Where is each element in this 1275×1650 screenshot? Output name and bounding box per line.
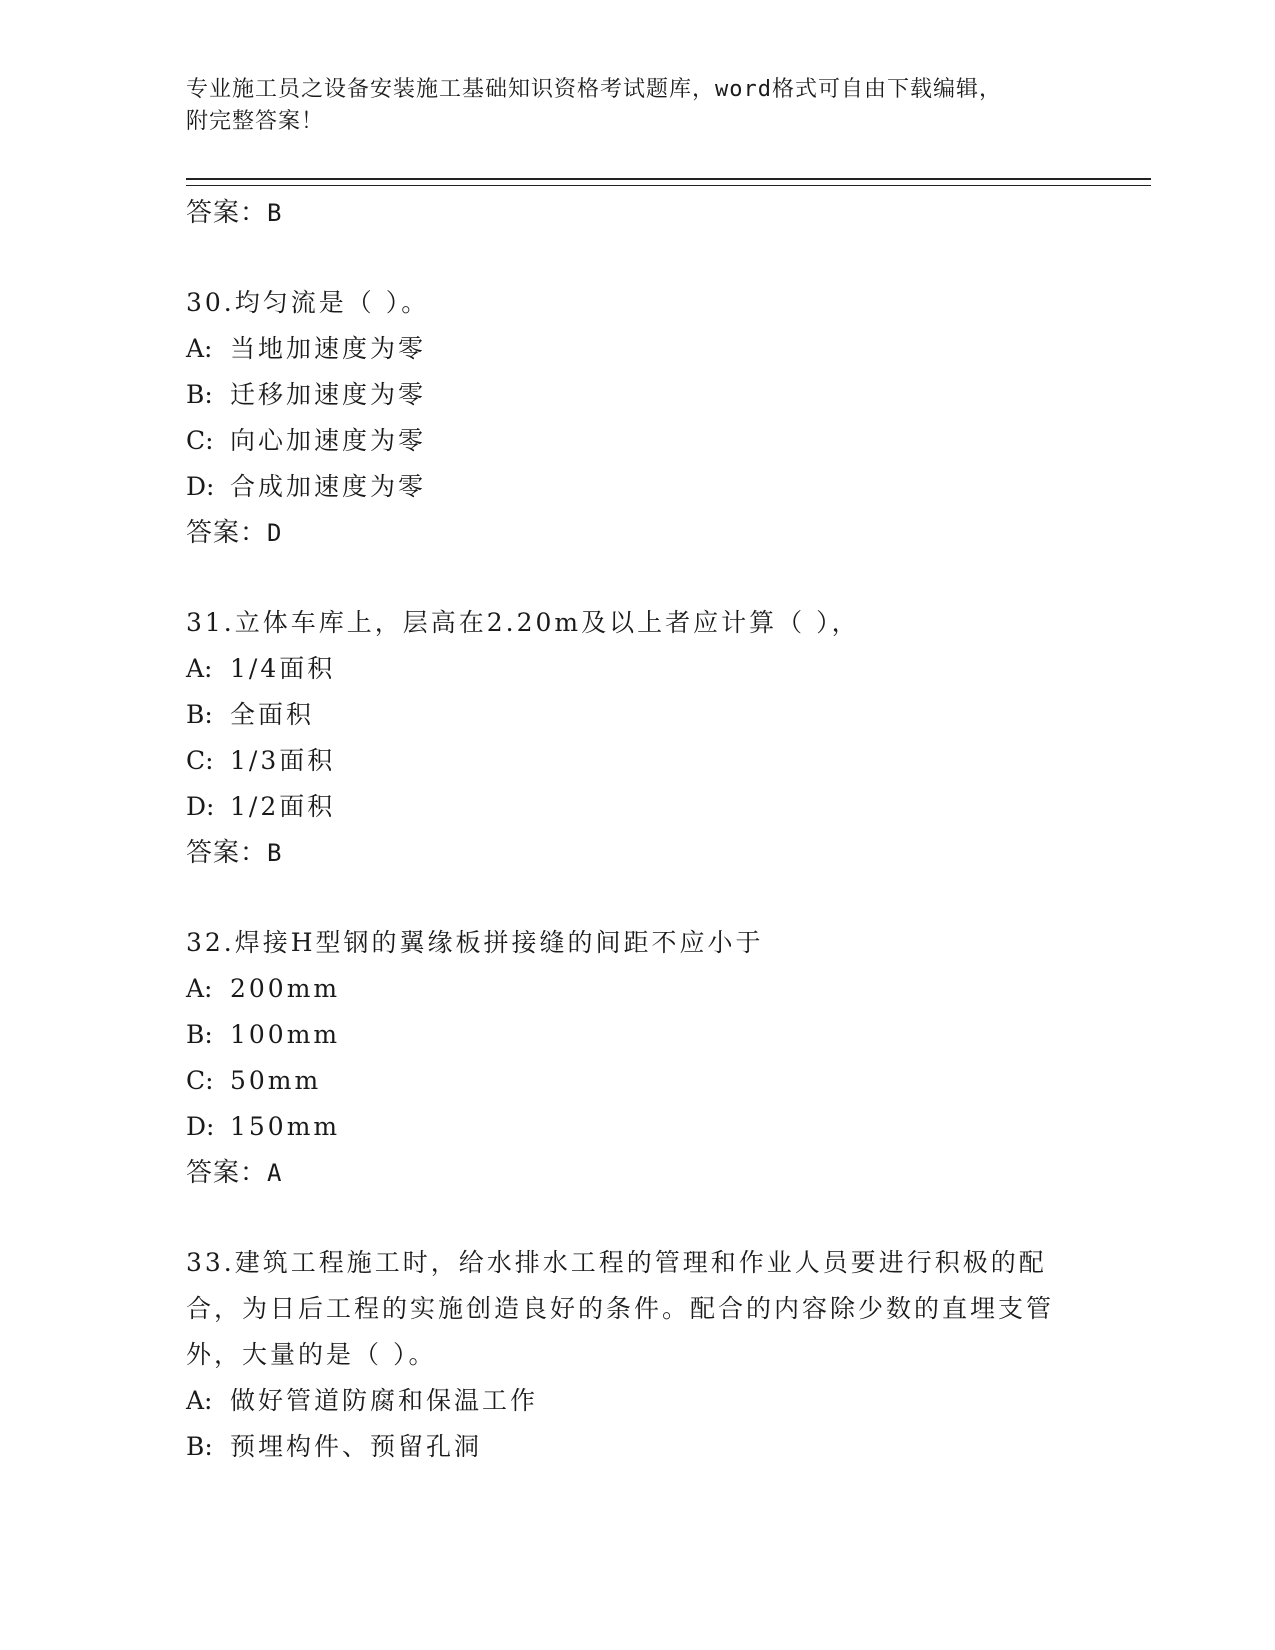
answer-line [186,1150,1066,1196]
answer-label: 答案： [186,198,268,228]
answer-value: B [267,839,283,867]
answer-value: A [267,1159,283,1187]
option-b: B: 预埋构件、预留孔洞 [186,1432,483,1461]
question-stem: 33.建筑工程施工时，给水排水工程的管理和作业人员要进行积极的配合，为日后工程的实施创造良好的条件。配合的内容除少数的直埋支管外，大量的是（ ）。 [186,1248,1055,1369]
question-30 [186,280,1066,556]
answer-value: B [267,199,283,227]
option-c: C: 1/3面积 [186,746,336,775]
answer-value: D [267,519,283,547]
answer-label: 答案： [186,838,268,868]
question-31 [186,600,1066,876]
option-b: B: 全面积 [186,700,315,729]
option-c: C: 向心加速度为零 [186,426,427,455]
document-header [186,74,1066,138]
answer-label: 答案： [186,1158,268,1188]
question-33 [186,1240,1066,1470]
question-32 [186,920,1066,1196]
option-a: A: 200mm [186,974,341,1003]
question-stem: 31.立体车库上，层高在2.20m及以上者应计算（ ）， [186,608,860,637]
option-d: D: 150mm [186,1112,341,1141]
question-stem: 32.焊接H型钢的翼缘板拼接缝的间距不应小于 [186,928,764,957]
option-a: A: 做好管道防腐和保温工作 [186,1386,539,1415]
header-divider [186,178,1151,186]
answer-label: 答案： [186,518,268,548]
option-b: B: 100mm [186,1020,341,1049]
header-line-1: 专业施工员之设备安装施工基础知识资格考试题库，word格式可自由下载编辑， [186,77,1002,102]
question-stem: 30.均匀流是（ ）。 [186,288,430,317]
answer-line [186,830,1066,876]
option-c: C: 50mm [186,1066,322,1095]
option-d: D: 合成加速度为零 [186,472,427,501]
option-a: A: 当地加速度为零 [186,334,427,363]
answer-line [186,190,1066,236]
option-d: D: 1/2面积 [186,792,336,821]
option-a: A: 1/4面积 [186,654,336,683]
answer-line [186,510,1066,556]
option-b: B: 迁移加速度为零 [186,380,427,409]
question-list [186,190,1066,1470]
header-line-2: 附完整答案！ [186,109,325,134]
